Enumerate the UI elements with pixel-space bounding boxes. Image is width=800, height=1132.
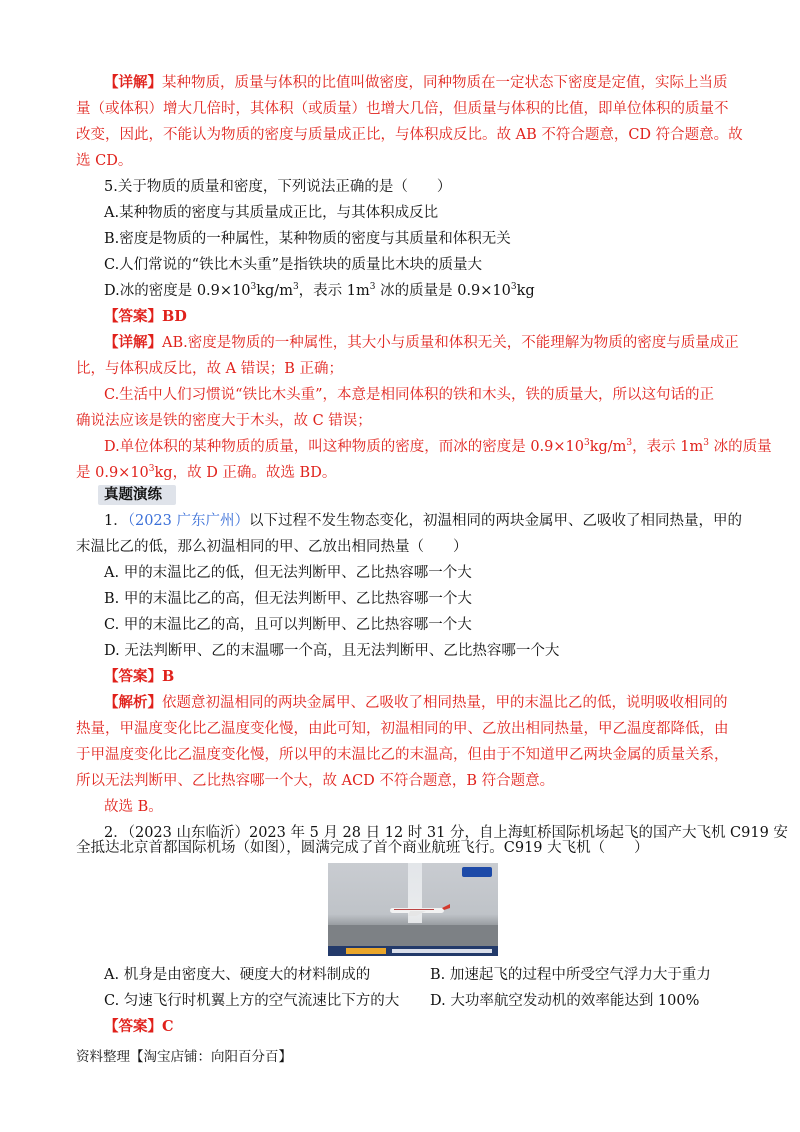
q5-option-a: A.某种物质的密度与其质量成正比，与其体积成反比 xyxy=(104,205,439,221)
explain-text: 是 0.9×10 xyxy=(76,465,149,481)
superscript: 3 xyxy=(250,282,257,292)
r1-option-a: A. 甲的末温比乙的低，但无法判断甲、乙比热容哪一个大 xyxy=(104,565,472,581)
explain-tag: 【解析】 xyxy=(104,694,162,711)
r1-stem-line1 xyxy=(104,511,742,531)
r1-answer: 【答案】B xyxy=(104,668,175,685)
q5-option-c: C.人们常说的“铁比木头重”是指铁块的质量比木块的质量大 xyxy=(104,257,483,273)
r2-stem-line2: 全抵达北京首都国际机场（如图），圆满完成了首个商业航班飞行。C919 大飞机（ ） xyxy=(76,840,649,856)
r2-option-d: D. 大功率航空发动机的效率能达到 100% xyxy=(430,993,700,1009)
question-source: （2023 广东广州） xyxy=(127,513,249,529)
explain-tag: 【详解】 xyxy=(104,74,162,91)
explain-text: kg，故 D 正确。故选 BD。 xyxy=(154,465,337,481)
superscript: 3 xyxy=(510,282,517,292)
q5-explain-line2: 比，与体积成反比，故 A 错误；B 正确； xyxy=(76,361,343,377)
explain4-line3: 改变，因此，不能认为物质的密度与质量成正比，与体积成反比。故 AB 不符合题意，CD 符合题意。故 xyxy=(76,127,743,143)
superscript: 3 xyxy=(703,438,709,448)
footer-text: 资料整理【淘宝店铺：向阳百分百】 xyxy=(76,1049,292,1065)
r2-answer: 【答案】C xyxy=(104,1018,174,1035)
explain-text: 某种物质，质量与体积的比值叫做密度，同种物质在一定状态下密度是定值，实际上当质 xyxy=(162,75,728,91)
r1-explain-line1 xyxy=(104,693,728,713)
r1-option-d: D. 无法判断甲、乙的末温哪一个高，且无法判断甲、乙比热容哪一个大 xyxy=(104,643,560,659)
explain-text: AB.密度是物质的一种属性，其大小与质量和体积无关，不能理解为物质的密度与质量成正 xyxy=(162,335,739,351)
q5-stem: 5.关于物质的质量和密度，下列说法正确的是（ ） xyxy=(104,179,452,195)
q5-explain-line6 xyxy=(76,463,336,483)
q5-explain-line5 xyxy=(104,437,772,457)
r2-stem-line1: 2．（2023 山东临沂）2023 年 5 月 28 日 12 时 31 分，自上海虹桥国际机场起飞的国产大飞机 C919 安 xyxy=(104,825,788,841)
r2-option-a: A. 机身是由密度大、硬度大的材料制成的 xyxy=(104,967,371,983)
r1-option-c: C. 甲的末温比乙的高，且可以判断甲、乙比热容哪一个大 xyxy=(104,617,472,633)
q5-option-d-text: 冰的质量是 0.9×10 xyxy=(375,283,511,299)
airplane-icon xyxy=(386,903,452,917)
explain4-line2: 量（或体积）增大几倍时，其体积（或质量）也增大几倍，但质量与体积的比值，即单位体积的质量不 xyxy=(76,101,729,117)
c919-landing-photo xyxy=(328,863,498,956)
r2-option-c: C. 匀速飞行时机翼上方的空气流速比下方的大 xyxy=(104,993,400,1009)
r1-explain-line3: 于甲温度变化比乙温度变化慢，所以甲的末温比乙的末温高，但由于不知道甲乙两块金属的质量关系， xyxy=(76,747,729,763)
r1-explain-line5: 故选 B。 xyxy=(104,799,163,815)
section-title: 真题演练 xyxy=(104,486,162,503)
q5-option-d-text: D.冰的密度是 0.9×10 xyxy=(104,283,251,299)
explain4-line4: 选 CD。 xyxy=(76,153,133,169)
superscript: 3 xyxy=(292,282,299,292)
tv-logo xyxy=(462,867,492,877)
r1-explain-line4: 所以无法判断甲、乙比热容哪一个大，故 ACD 不符合题意，B 符合题意。 xyxy=(76,773,555,789)
q5-option-d-text: ，表示 1m xyxy=(298,283,370,299)
explain-text: 依题意初温相同的两块金属甲、乙吸收了相同热量，甲的末温比乙的低，说明吸收相同的 xyxy=(162,695,728,711)
q5-answer: 【答案】BD xyxy=(104,308,187,325)
runway xyxy=(328,925,498,947)
superscript: 3 xyxy=(583,438,590,448)
question-text: 以下过程不发生物态变化，初温相同的两块金属甲、乙吸收了相同热量，甲的 xyxy=(249,513,742,529)
explain-tag: 【详解】 xyxy=(104,334,162,351)
r1-option-b: B. 甲的末温比乙的高，但无法判断甲、乙比热容哪一个大 xyxy=(104,591,472,607)
explain-text: ，表示 1m xyxy=(632,439,704,455)
r1-stem-line2: 末温比乙的低，那么初温相同的甲、乙放出相同热量（ ） xyxy=(76,539,468,555)
r1-explain-line2: 热量，甲温度变化比乙温度变化慢，由此可知，初温相同的甲、乙放出相同热量，甲乙温度都降低，由 xyxy=(76,721,729,737)
caption-text xyxy=(392,949,492,953)
superscript: 3 xyxy=(148,464,155,474)
explain-text: D.单位体积的某种物质的质量，叫这种物质的密度，而冰的密度是 0.9×10 xyxy=(104,439,584,455)
q5-explain-line1 xyxy=(104,333,739,353)
q5-option-d-text: kg xyxy=(516,283,535,299)
q5-explain-line3: C.生活中人们习惯说“铁比木头重”，本意是相同体积的铁和木头，铁的质量大，所以这句话的正 xyxy=(104,387,715,403)
superscript: 3 xyxy=(626,438,633,448)
q5-explain-line4: 确说法应该是铁的密度大于木头，故 C 错误； xyxy=(76,413,372,429)
news-caption-bar xyxy=(328,946,498,956)
r2-option-b: B. 加速起飞的过程中所受空气浮力大于重力 xyxy=(430,967,711,983)
q5-option-d-text: kg/m xyxy=(256,283,293,299)
explain4-line1 xyxy=(104,73,728,93)
q5-option-d xyxy=(104,281,535,301)
question-number: 1． xyxy=(104,513,128,529)
q5-option-b: B.密度是物质的一种属性，某种物质的密度与其质量和体积无关 xyxy=(104,231,511,247)
superscript: 3 xyxy=(369,282,376,292)
explain-text: 冰的质量 xyxy=(708,439,772,455)
explain-text: kg/m xyxy=(589,439,627,455)
caption-tag xyxy=(346,948,386,954)
